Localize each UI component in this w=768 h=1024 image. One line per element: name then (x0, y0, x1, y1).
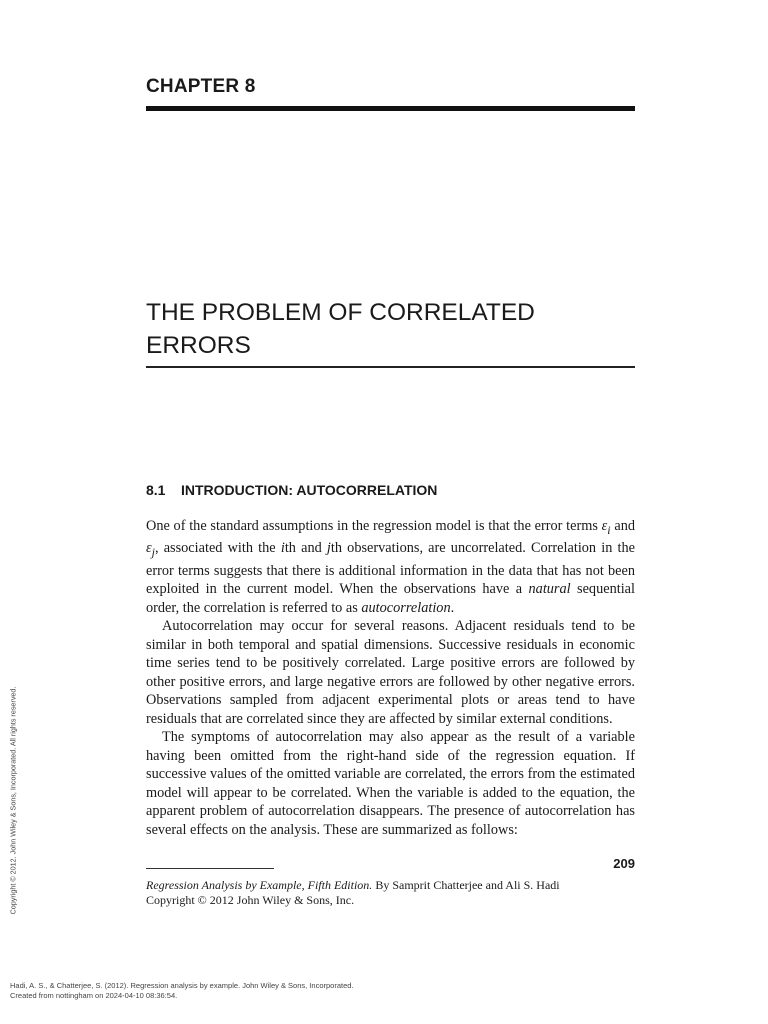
chapter-rule (146, 106, 635, 111)
paragraph-1-text: th observations, are uncorrelated. Correlation in the error terms suggests that there is additional information in the data that has not been exploited in the current model. When the observations have a (146, 540, 635, 598)
footnote-line-1 (146, 878, 666, 893)
chapter-title-line-2: ERRORS (146, 332, 251, 359)
footnote (146, 878, 666, 908)
epsilon-j (146, 540, 155, 560)
chapter-label: CHAPTER 8 (146, 76, 256, 97)
epsilon-symbol: ε (146, 540, 152, 557)
body-text (146, 517, 635, 839)
citation-footer (10, 981, 354, 1000)
section-heading (146, 482, 437, 498)
paragraph-1-text: sequential order, the correlation is referred to as (146, 581, 635, 616)
citation-line-2: Created from nottingham on 2024-04-10 08:36:54. (10, 990, 178, 1000)
chapter-title-line-1: THE PROBLEM OF CORRELATED (146, 299, 535, 326)
paragraph-1 (146, 517, 635, 617)
epsilon-i (601, 518, 611, 537)
citation-line-1: Hadi, A. S., & Chatterjee, S. (2012). Regression analysis by example. John Wiley & Sons, Incorporated. (10, 981, 354, 990)
paragraph-1-text: th and (284, 540, 327, 557)
italic-j: j (326, 540, 331, 557)
section-number: 8.1 (146, 482, 166, 498)
paragraph-1-text: and (610, 518, 635, 534)
page-number: 209 (613, 856, 635, 871)
footnote-rule (146, 868, 274, 869)
paragraph-1-text: . (450, 599, 455, 616)
chapter-title (146, 296, 646, 362)
title-rule (146, 366, 635, 368)
book-title: Regression Analysis by Example, Fifth Edition. (146, 878, 373, 892)
subscript-j: j (151, 545, 155, 560)
italic-natural: natural (528, 581, 571, 598)
book-authors: By Samprit Chatterjee and Ali S. Hadi (372, 878, 560, 892)
italic-autocorrelation: autocorrelation (361, 599, 451, 616)
footnote-copyright: Copyright © 2012 John Wiley & Sons, Inc. (146, 893, 355, 907)
epsilon-symbol: ε (601, 518, 608, 534)
paragraph-1-text: , associated with the (154, 540, 281, 557)
paragraph-2: Autocorrelation may occur for several reasons. Adjacent residuals tend to be similar in both temporal and spatial dimensions. Successive residuals in economic time series tend to be positively correlated. Large positive errors are followed by other positive errors, and large negative errors are followed by other negative errors. Observations sampled from adjacent experimental plots or areas tend to have residuals that are correlated since they are affected by similar external conditions. (146, 618, 635, 727)
paragraph-1-text: One of the standard assumptions in the regression model is that the error terms (146, 518, 602, 534)
paragraph-3: The symptoms of autocorrelation may also appear as the result of a variable having been omitted from the right-hand side of the regression equation. If successive values of the omitted variable are correlated, the errors from the estimated model will appear to be correlated. When the variable is added to the equation, the apparent problem of autocorrelation disappears. The presence of autocorrelation has several effects on the analysis. These are summarized as follows: (146, 729, 635, 838)
italic-i: i (280, 540, 285, 557)
side-copyright-notice: Copyright © 2012. John Wiley & Sons, Incorporated. All rights reserved. (8, 686, 18, 915)
section-title: INTRODUCTION: AUTOCORRELATION (181, 482, 438, 498)
subscript-i: i (607, 522, 611, 537)
